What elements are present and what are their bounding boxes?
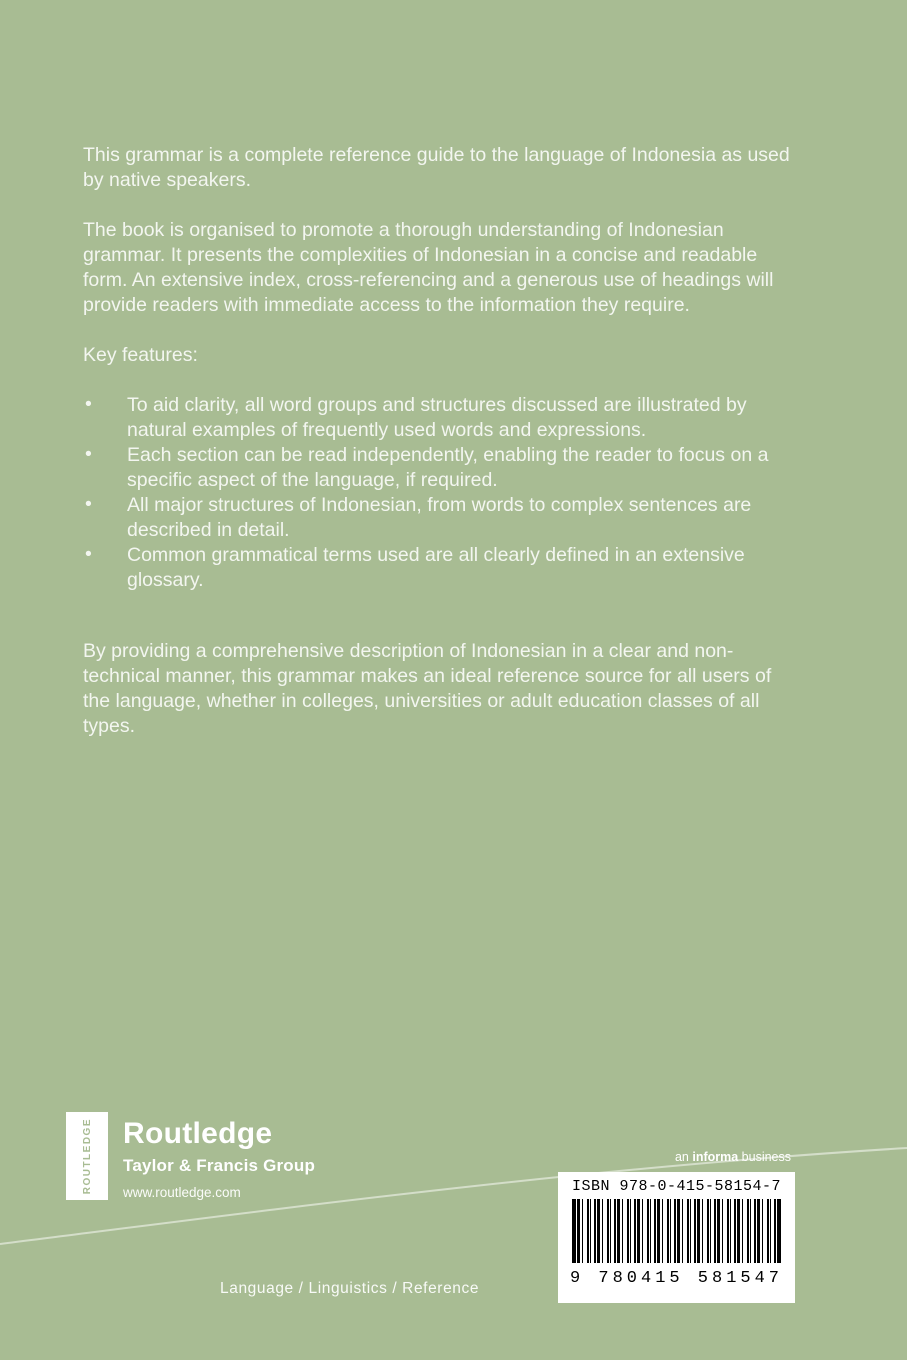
closing-paragraph: By providing a comprehensive description of Indonesian in a clear and non-technical manner, this grammar makes an ideal reference source for all users of the language, whether in colleges, universities or adult education classes of all types. bbox=[83, 640, 772, 737]
informa-label bbox=[675, 1150, 791, 1164]
isbn-label: ISBN 978-0-415-58154-7 bbox=[571, 1178, 782, 1195]
feature-item bbox=[83, 443, 797, 493]
informa-suffix: business bbox=[738, 1150, 791, 1164]
category-label: Language / Linguistics / Reference bbox=[220, 1280, 480, 1297]
features-list bbox=[83, 393, 797, 593]
routledge-vertical-label: ROUTLEDGE bbox=[81, 1117, 93, 1195]
bullet-icon: • bbox=[85, 543, 92, 565]
bullet-icon: • bbox=[85, 393, 92, 415]
publisher-text-block bbox=[123, 1112, 315, 1200]
routledge-flag-icon bbox=[66, 1112, 108, 1200]
barcode-bars bbox=[572, 1199, 781, 1263]
feature-item bbox=[83, 493, 797, 543]
informa-brand: informa bbox=[692, 1150, 739, 1164]
organisation-paragraph: The book is organised to promote a thorough understanding of Indonesian grammar. It presents the complexities of Indonesian in a concise and readable form. An extensive index, cross-referencing and a generous use of headings will provide readers with immediate access to the information they require. bbox=[83, 219, 774, 316]
publisher-logo-block bbox=[66, 1112, 315, 1200]
back-cover-blurb bbox=[83, 143, 797, 764]
feature-item bbox=[83, 393, 797, 443]
key-features-heading: Key features: bbox=[83, 344, 198, 366]
feature-text: Each section can be read independently, enabling the reader to focus on a specific aspect of the language, if required. bbox=[127, 444, 769, 491]
barcode-digits: 9 780415 581547 bbox=[569, 1269, 784, 1288]
bullet-icon: • bbox=[85, 443, 92, 465]
publisher-group: Taylor & Francis Group bbox=[123, 1156, 316, 1175]
feature-text: To aid clarity, all word groups and structures discussed are illustrated by natural examples of frequently used words and expressions. bbox=[127, 394, 747, 441]
feature-item bbox=[83, 543, 797, 593]
bullet-icon: • bbox=[85, 493, 92, 515]
intro-paragraph: This grammar is a complete reference guide to the language of Indonesia as used by native speakers. bbox=[83, 144, 790, 191]
barcode-box bbox=[558, 1172, 795, 1303]
feature-text: Common grammatical terms used are all clearly defined in an extensive glossary. bbox=[127, 544, 745, 591]
informa-prefix: an bbox=[674, 1150, 693, 1164]
publisher-website: www.routledge.com bbox=[123, 1185, 241, 1200]
publisher-name: Routledge bbox=[123, 1117, 273, 1150]
feature-text: All major structures of Indonesian, from words to complex sentences are described in detail. bbox=[127, 494, 752, 541]
